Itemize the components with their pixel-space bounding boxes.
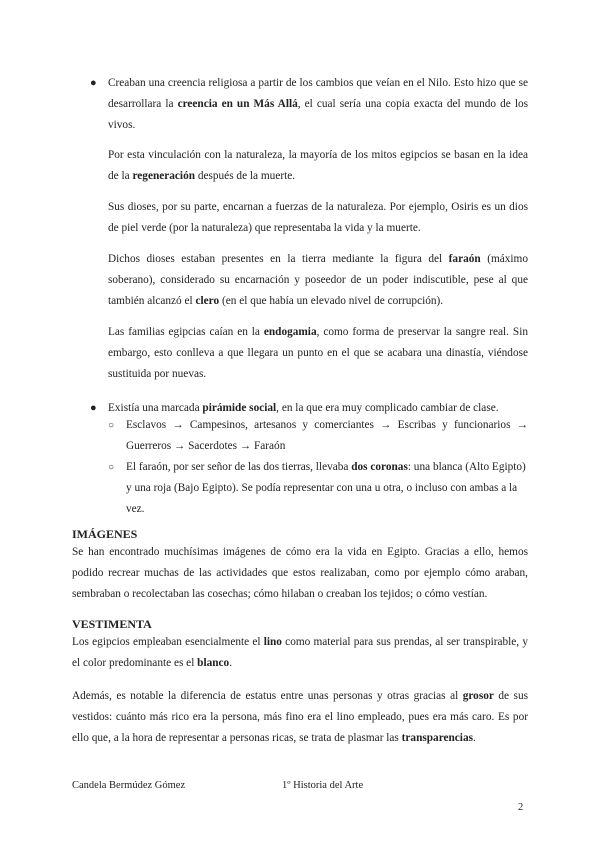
paragraph-lino — [72, 632, 528, 674]
text-run: , en la que era muy complicado cambiar de clase. — [276, 402, 499, 414]
bold-term: creencia en un Más Allá — [177, 98, 298, 110]
text-run: Sus dioses, por su parte, encarnan a fuerzas de la naturaleza. Por ejemplo, Osiris es un dios de piel verde (por la naturaleza) que representaba la vida y la muerte. — [108, 201, 528, 234]
text-run: Esclavos → Campesinos, artesanos y comerciantes → Escribas y funcionarios → Guerreros → Sacerdotes → Faraón — [126, 419, 528, 452]
bullet-item-creencia — [90, 73, 528, 136]
bold-term: endogamia — [263, 326, 317, 338]
sub-bullet-marker: ○ — [108, 462, 115, 473]
heading-vestimenta: VESTIMENTA — [72, 617, 152, 631]
text-run: . — [229, 657, 233, 669]
bullet-marker: ● — [90, 402, 97, 414]
text-run: Además, es notable la diferencia de estatus entre unas personas y otras gracias al — [72, 690, 463, 702]
text-run: , como forma de preservar la sangre real. Sin embargo, esto conlleva a que llegara un punto en el que se acabara una dinastía, viéndose sustituida por nuevas. — [108, 326, 528, 380]
bold-term: blanco — [197, 657, 230, 669]
bold-term: grosor — [462, 690, 494, 702]
sub-text-jerarquia — [126, 415, 528, 457]
bold-term: lino — [263, 636, 282, 648]
text-run: Los egipcios empleaban esencialmente el — [72, 636, 264, 648]
text-run: (en el que había un elevado nivel de corrupción). — [219, 295, 444, 307]
text-run: Creaban una creencia religiosa a partir de los cambios que veían en el Nilo. Esto hizo que se desarrollara la — [108, 77, 528, 110]
text-run: Se han encontrado muchísimas imágenes de cómo era la vida en Egipto. Gracias a ello, hemos podido recrear muchas de las actividades que estos realizaban, como por ejemplo cómo araban, sembraban o recolectaban las cosechas; cómo hilaban o creaban los tejidos; o cómo vestían. — [72, 546, 528, 600]
text-run: El faraón, por ser señor de las dos tierras, llevaba — [126, 461, 352, 473]
footer-course: 1º Historia del Arte — [282, 780, 364, 791]
text-run: . — [473, 732, 476, 744]
text-run: como material para sus prendas, al ser transpirable, y el color predominante es el — [72, 636, 528, 669]
bold-term: pirámide social — [202, 402, 277, 414]
sub-bullet-marker: ○ — [108, 420, 115, 431]
text-run: Dichos dioses estaban presentes en la tierra mediante la figura del — [108, 253, 449, 265]
bold-term: faraón — [448, 253, 481, 265]
text-run: de sus vestidos: cuánto más rico era la persona, más fino era el lino empleado, pues era más caro. Es por ello que, a la hora de representar a personas ricas, se trata de plasmar las — [72, 690, 528, 744]
text-run: Las familias egipcias caían en la — [108, 326, 264, 338]
bullet-text-creencia — [108, 73, 528, 136]
text-run: Por esta vinculación con la naturaleza, la mayoría de los mitos egipcios se basan en la idea de la — [108, 149, 528, 182]
sub-list-piramide — [108, 415, 528, 520]
paragraph-faraon — [108, 249, 528, 312]
footer-author: Candela Bermúdez Gómez — [72, 780, 186, 791]
text-run: , el cual sería una copia exacta del mundo de los vivos. — [108, 98, 529, 131]
sub-item-jerarquia — [108, 415, 528, 457]
bold-term: transparencias — [401, 732, 473, 744]
sub-item-coronas — [108, 457, 528, 520]
paragraph-endogamia — [108, 322, 528, 385]
bullet-marker: ● — [90, 77, 97, 89]
page-number: 2 — [518, 802, 524, 813]
sub-text-coronas — [126, 457, 528, 520]
bold-term: dos coronas — [351, 461, 408, 473]
bold-term: clero — [195, 295, 220, 307]
paragraph-regeneracion — [108, 145, 528, 187]
heading-imagenes: IMÁGENES — [72, 527, 138, 541]
text-run: Existía una marcada — [108, 402, 203, 414]
text-run: (máximo soberano), considerado su encarnación y poseedor de un poder indiscutible, pese al que también alcanzó el — [108, 253, 528, 307]
text-run: después de la muerte. — [195, 170, 296, 182]
text-run: : una blanca (Alto Egipto) y una roja (Bajo Egipto). Se podía representar con una u otra, o incluso con ambas a la vez. — [126, 461, 526, 515]
paragraph-dioses — [108, 197, 528, 239]
bold-term: regeneración — [132, 170, 195, 182]
paragraph-imagenes — [72, 542, 528, 605]
paragraph-grosor — [72, 686, 528, 749]
